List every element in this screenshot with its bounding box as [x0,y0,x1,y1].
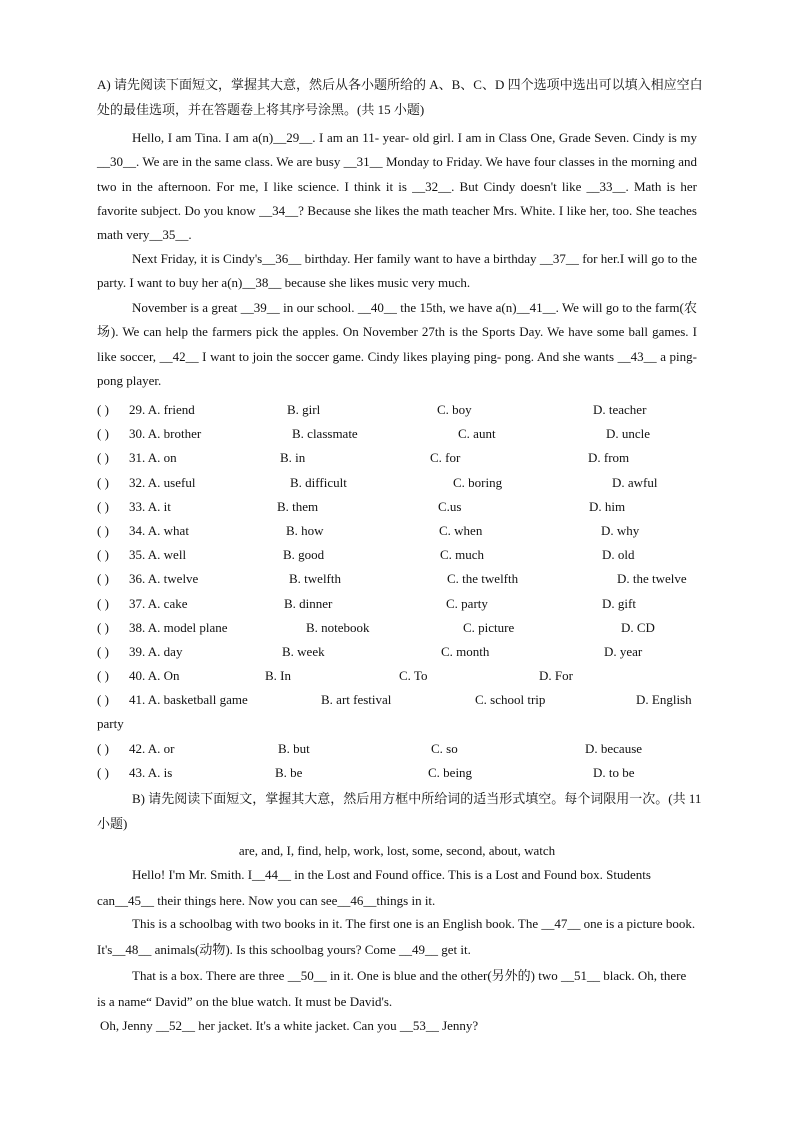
option-d: D. CD [621,619,655,635]
question-row [97,640,707,664]
question-row [97,519,707,543]
word-box: are, and, I, find, help, work, lost, some, second, about, watch [238,843,556,858]
option-b: B. be [275,764,303,780]
answer-paren[interactable]: ( ) [97,450,109,466]
option-a: 35. A. well [129,547,187,563]
option-a: 31. A. on [129,450,177,466]
option-a: 36. A. twelve [129,571,199,587]
option-c: C. boy [437,402,472,417]
question-row [97,543,707,567]
option-a: 29. A. friend [129,402,195,417]
question-row [97,688,707,712]
option-c: C.us [438,498,462,514]
option-a: 41. A. basketball game [129,692,248,708]
option-continuation: party [97,716,124,732]
question-row [97,398,707,422]
option-b: B. good [283,547,325,563]
option-d: D. For [539,668,573,684]
question-row [97,471,707,495]
answer-paren[interactable]: ( ) [97,522,109,538]
question-row [97,737,707,761]
option-b: B. notebook [306,619,370,635]
option-a: 40. A. On [129,668,180,684]
question-row [97,422,707,446]
option-d: D. gift [602,595,636,611]
option-d: D. him [589,498,626,514]
option-c: C. month [441,643,490,659]
option-b: B. but [278,740,310,756]
option-a: 32. A. useful [129,474,196,490]
option-b: B. twelfth [289,571,341,587]
option-c: C. being [428,764,473,780]
option-c: C. school trip [475,692,546,708]
option-c: C. for [430,450,461,466]
section-b-paragraph-4: Oh, Jenny __52__ her jacket. It's a white jacket. Can you __53__ Jenny? [100,1018,479,1033]
option-d: D. awful [612,474,658,490]
option-d: D. teacher [593,402,647,417]
option-c: C. To [399,668,428,684]
option-d: D. the twelve [617,571,687,587]
option-c: C. the twelfth [447,571,519,587]
answer-paren[interactable]: ( ) [97,740,109,756]
answer-paren[interactable]: ( ) [97,498,109,514]
option-c: C. party [446,595,488,611]
option-d: D. from [588,450,630,466]
answer-paren[interactable]: ( ) [97,692,109,708]
option-b: B. in [280,450,306,466]
answer-paren[interactable]: ( ) [97,668,109,684]
option-a: 43. A. is [129,764,173,780]
question-row [97,446,707,470]
question-row [97,761,707,785]
option-d: D. old [602,547,635,563]
section-b-heading: B) 请先阅读下面短文，掌握其大意，然后用方框中所给词的适当形式填空。每个词限用一次。(共 11 小题) [97,791,702,831]
answer-paren[interactable]: ( ) [97,474,109,490]
option-b: B. girl [287,402,321,417]
option-a: 34. A. what [129,522,189,538]
option-b: B. dinner [284,595,333,611]
section-a-paragraph-3: November is a great __39__ in our school. __40__ the 15th, we have a(n)__41__. We will go to the farm(农场). We can help the farmers pick the apples. On November 27th is the Sports Day. We have some ball games. I like soccer, __42__ I want to join the soccer game. Cindy likes playing ping- pong. And she wants __43__ a ping- pong player. [97,300,697,388]
answer-paren[interactable]: ( ) [97,547,109,563]
option-a: 33. A. it [129,498,171,514]
question-row [97,567,707,591]
option-b: B. how [286,522,324,538]
option-c: C. aunt [458,426,496,442]
section-b-paragraph-3: That is a box. There are three __50__ in it. One is blue and the other(另外的) two __51__ black. Oh, there is a name“ David” on the blue watch. It must be David's. [97,968,687,1010]
question-options-list [97,398,707,785]
option-a: 38. A. model plane [129,619,228,635]
section-a-heading: A) 请先阅读下面短文，掌握其大意，然后从各小题所给的 A、B、C、D 四个选项中选出可以填入相应空白处的最佳选项，并在答题卷上将其序号涂黑。(共 15 小题) [97,77,703,117]
option-a: 37. A. cake [129,595,188,611]
answer-paren[interactable]: ( ) [97,426,109,442]
option-d: D. because [585,740,643,756]
section-a-paragraph-1: Hello, I am Tina. I am a(n)__29__. I am an 11- year- old girl. I am in Class One, Grade Seven. Cindy is my __30__. We are in the same class. We are busy __31__ Monday to Friday. We have four classes in the morning and two in the afternoon. For me, I like science. I think it is __32__. But Cindy doesn't like __33__. Math is her favorite subject. Do you know __34__? Because she likes the math teacher Mrs. White. I like her, too. She teaches math very__35__. [97,130,697,243]
option-a: 39. A. day [129,643,183,659]
option-c: C. much [440,547,485,563]
answer-paren[interactable]: ( ) [97,643,109,659]
option-d: D. English [636,692,692,708]
question-row [97,592,707,616]
question-row [97,664,707,688]
option-b: B. week [282,643,325,659]
answer-paren[interactable]: ( ) [97,764,109,780]
option-a: 42. A. or [129,740,175,756]
section-b-paragraph-2: This is a schoolbag with two books in it. The first one is an English book. The __47__ one is a picture book. It's__48__ animals(动物). Is this schoolbag yours? Come __49__ get it. [97,916,696,958]
answer-paren[interactable]: ( ) [97,571,109,587]
option-b: B. classmate [292,426,358,442]
answer-paren[interactable]: ( ) [97,402,109,417]
question-row [97,616,707,640]
option-b: B. them [277,498,319,514]
section-b-paragraph-1: Hello! I'm Mr. Smith. I__44__ in the Lost and Found office. This is a Lost and Found box. Students can__45__ their things here. Now you can see__46__things in it. [97,867,651,909]
question-row-continuation [97,712,707,736]
option-b: B. In [265,668,291,684]
answer-paren[interactable]: ( ) [97,595,109,611]
option-d: D. why [601,522,640,538]
option-c: C. when [439,522,483,538]
option-d: D. to be [593,764,635,780]
option-b: B. difficult [290,474,347,490]
option-d: D. uncle [606,426,651,442]
option-a: 30. A. brother [129,426,202,442]
option-d: D. year [604,643,643,659]
option-c: C. so [431,740,458,756]
option-c: C. picture [463,619,515,635]
section-a-paragraph-2: Next Friday, it is Cindy's__36__ birthday. Her family want to have a birthday __37__ for her.I will go to the party. I want to buy her a(n)__38__ because she likes music very much. [97,251,697,291]
question-row [97,495,707,519]
option-b: B. art festival [321,692,392,708]
option-c: C. boring [453,474,503,490]
answer-paren[interactable]: ( ) [97,619,109,635]
